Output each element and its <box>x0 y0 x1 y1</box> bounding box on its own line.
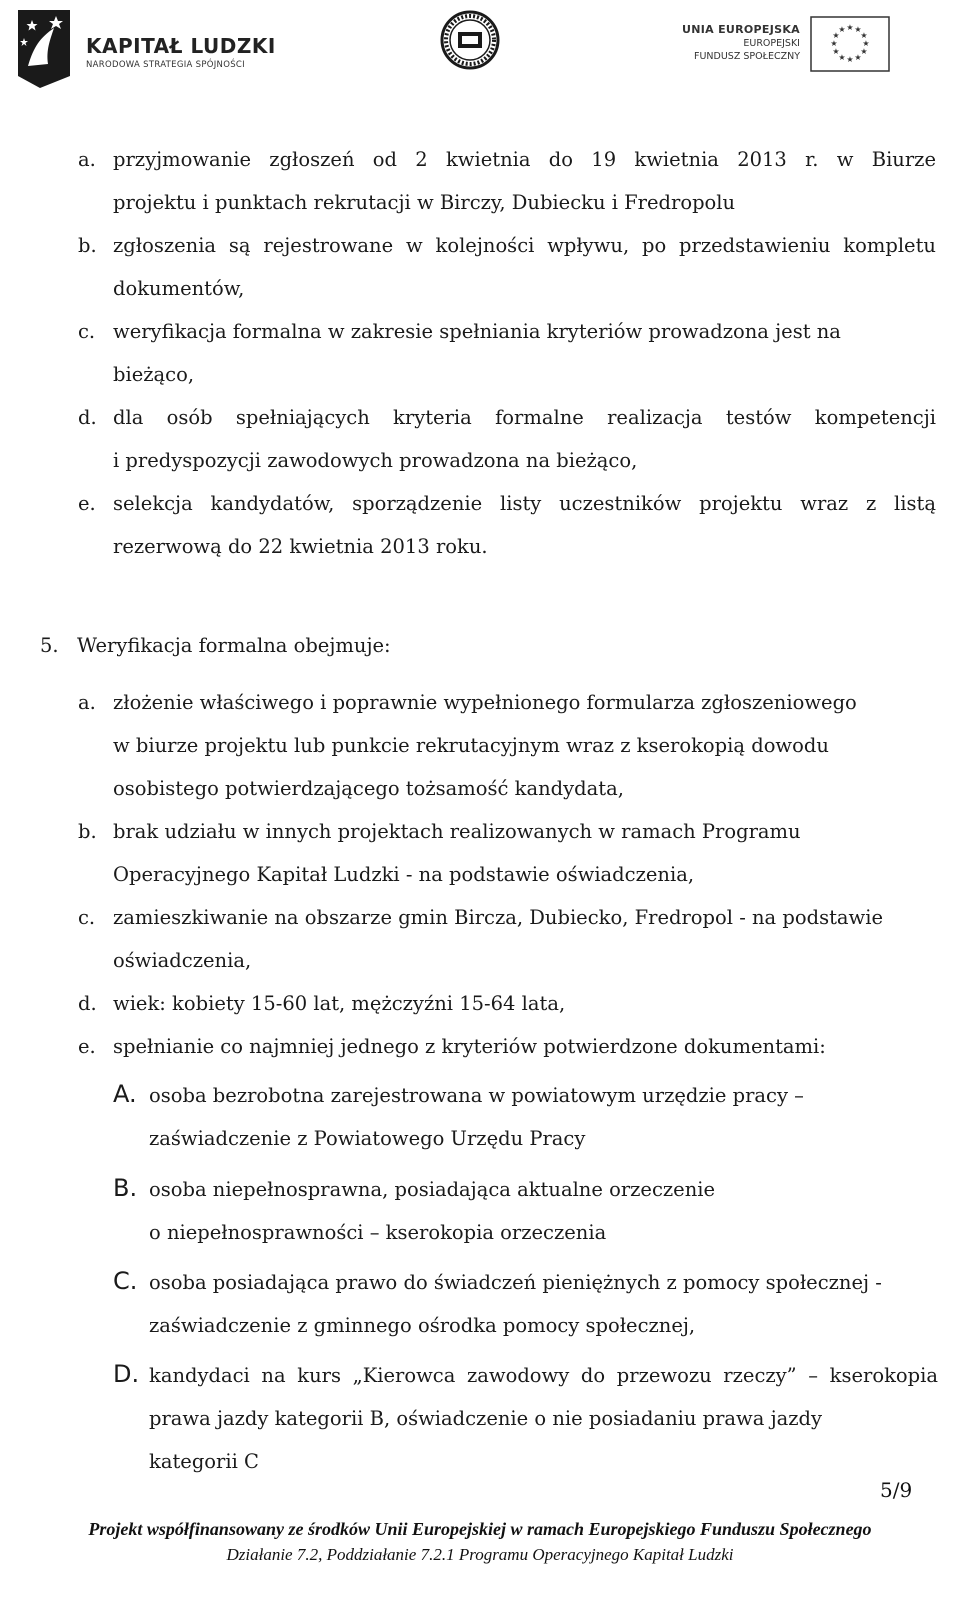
list-item-continuation: projektu i punktach rekrutacji w Birczy, Dubiecku i Fredropolu <box>113 191 736 214</box>
svg-text:★: ★ <box>832 31 840 40</box>
list-item-continuation: dokumentów, <box>113 277 245 300</box>
svg-text:★: ★ <box>838 25 846 34</box>
list-item-text: weryfikacja formalna w zakresie spełniania kryteriów prowadzona jest na <box>113 320 841 343</box>
criterion-text: osoba bezrobotna zarejestrowana w powiatowym urzędzie pracy – <box>149 1084 804 1107</box>
list-item-text: zamieszkiwanie na obszarze gmin Bircza, Dubiecko, Fredropol - na podstawie <box>113 906 884 929</box>
svg-text:★: ★ <box>860 31 868 40</box>
list-marker: e. <box>78 492 96 515</box>
list-item-text: brak udziału w innych projektach realizowanych w ramach Programu <box>113 820 801 843</box>
kapital-ludzki-title: KAPITAŁ LUDZKI <box>86 34 276 58</box>
list-marker: c. <box>78 320 96 343</box>
criterion-continuation: zaświadczenie z Powiatowego Urzędu Pracy <box>149 1127 586 1150</box>
criterion-text: kandydaci na kurs „Kierowca zawodowy do przewozu rzeczy” – kserokopia <box>149 1364 938 1387</box>
list-marker: b. <box>78 234 97 257</box>
page-header <box>0 0 960 96</box>
kapital-ludzki-logo <box>10 6 280 88</box>
list-item-text: spełnianie co najmniej jednego z kryteriów potwierdzone dokumentami: <box>113 1035 826 1058</box>
list-marker: a. <box>78 691 96 714</box>
organization-seal-icon <box>440 10 500 70</box>
svg-text:★: ★ <box>854 25 862 34</box>
svg-text:★: ★ <box>830 39 838 48</box>
svg-text:★: ★ <box>846 55 854 64</box>
eu-fund-line2: FUNDUSZ SPOŁECZNY <box>694 51 800 62</box>
list-marker: b. <box>78 820 97 843</box>
footer-cofinancing-line: Projekt współfinansowany ze środków Unii Europejskiej w ramach Europejskiego Funduszu Społecznego <box>88 1519 872 1539</box>
svg-text:★: ★ <box>862 39 870 48</box>
criterion-continuation: o niepełnosprawności – kserokopia orzeczenia <box>149 1221 607 1244</box>
list-item-continuation: osobistego potwierdzającego tożsamość kandydata, <box>113 777 624 800</box>
list-item-text: dla osób spełniających kryteria formalne realizacja testów kompetencji <box>113 406 936 429</box>
svg-text:★: ★ <box>860 47 868 56</box>
list-item-text: wiek: kobiety 15-60 lat, mężczyźni 15-64 lata, <box>113 992 566 1015</box>
section-number: 5. <box>40 634 59 657</box>
criterion-marker: C. <box>113 1267 138 1295</box>
svg-text:★: ★ <box>832 47 840 56</box>
list-item-text: przyjmowanie zgłoszeń od 2 kwietnia do 19 kwietnia 2013 r. w Biurze <box>113 148 936 171</box>
list-item-continuation: Operacyjnego Kapitał Ludzki - na podstawie oświadczenia, <box>113 863 695 886</box>
list-item-continuation: w biurze projektu lub punkcie rekrutacyjnym wraz z kserokopią dowodu <box>113 734 829 757</box>
list-item-continuation: bieżąco, <box>113 363 195 386</box>
list-marker: e. <box>78 1035 96 1058</box>
svg-text:★: ★ <box>838 53 846 62</box>
svg-text:★: ★ <box>846 23 854 32</box>
kapital-ludzki-emblem-icon <box>10 6 80 88</box>
list-marker: a. <box>78 148 96 171</box>
list-item-continuation: rezerwową do 22 kwietnia 2013 roku. <box>113 535 488 558</box>
criterion-continuation: prawa jazdy kategorii B, oświadczenie o nie posiadaniu prawa jazdy <box>149 1407 823 1430</box>
svg-text:★: ★ <box>854 53 862 62</box>
criterion-continuation: zaświadczenie z gminnego ośrodka pomocy społecznej, <box>149 1314 696 1337</box>
criterion-marker: D. <box>113 1360 140 1388</box>
eu-logo <box>660 16 890 76</box>
criterion-text: osoba posiadająca prawo do świadczeń pieniężnych z pomocy społecznej - <box>149 1271 882 1294</box>
list-item-text: zgłoszenia są rejestrowane w kolejności wpływu, po przedstawieniu kompletu <box>113 234 936 257</box>
criterion-text: osoba niepełnosprawna, posiadająca aktualne orzeczenie <box>149 1178 716 1201</box>
list-item-continuation: i predyspozycji zawodowych prowadzona na bieżąco, <box>113 449 638 472</box>
list-marker: c. <box>78 906 96 929</box>
page-number: 5/9 <box>880 1478 913 1502</box>
list-item-text: złożenie właściwego i poprawnie wypełnionego formularza zgłoszeniowego <box>113 691 857 714</box>
list-item-text: selekcja kandydatów, sporządzenie listy uczestników projektu wraz z listą <box>113 492 936 515</box>
list-item-continuation: oświadczenia, <box>113 949 252 972</box>
list-marker: d. <box>78 992 97 1015</box>
kapital-ludzki-subtitle: NARODOWA STRATEGIA SPÓJNOŚCI <box>86 60 245 70</box>
list-marker: d. <box>78 406 97 429</box>
footer-program-line: Działanie 7.2, Poddziałanie 7.2.1 Programu Operacyjnego Kapitał Ludzki <box>226 1545 734 1564</box>
section-title: Weryfikacja formalna obejmuje: <box>77 634 391 657</box>
eu-fund-line1: EUROPEJSKI <box>743 38 800 49</box>
criterion-continuation: kategorii C <box>149 1450 259 1473</box>
criterion-marker: A. <box>113 1080 137 1108</box>
eu-name: UNIA EUROPEJSKA <box>682 23 800 36</box>
criterion-marker: B. <box>113 1174 138 1202</box>
eu-flag-icon <box>810 16 890 72</box>
